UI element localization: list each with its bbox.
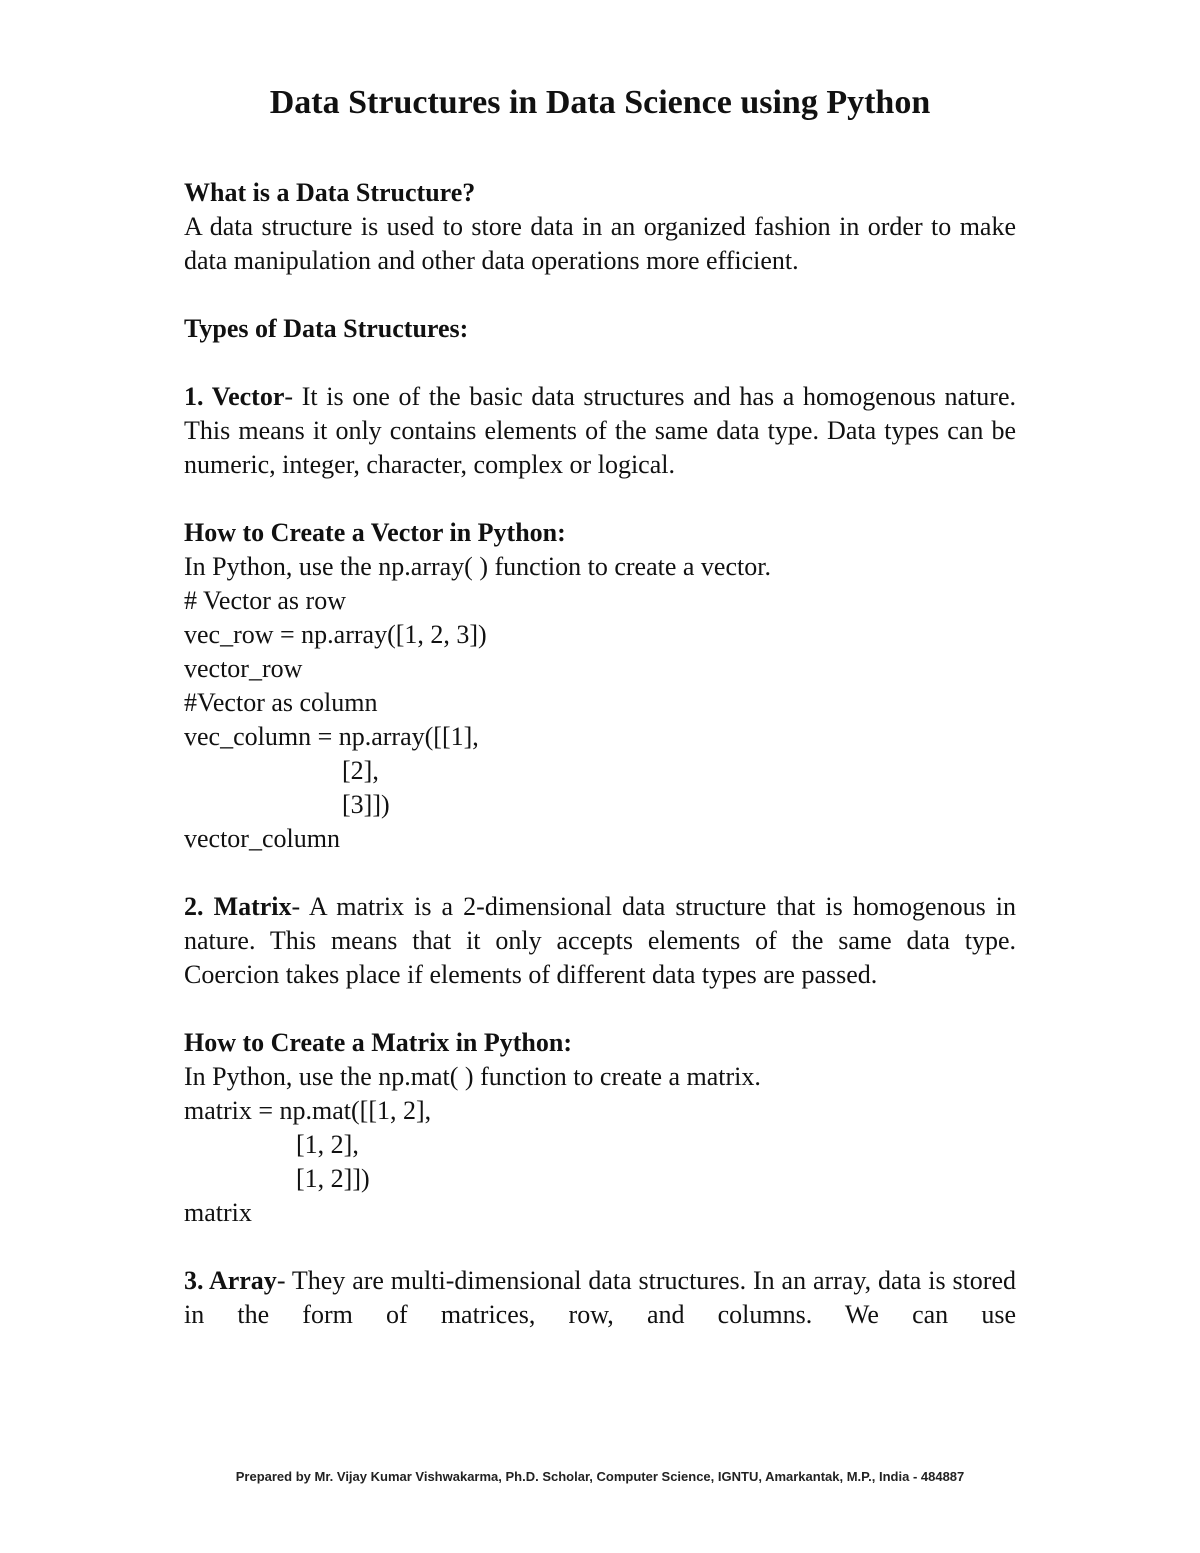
matrix-label: 2. Matrix <box>184 892 292 921</box>
code-line: [1, 2]]) <box>296 1164 370 1193</box>
code-line: vector_row <box>184 654 303 683</box>
spacer <box>184 1230 1016 1264</box>
intro-paragraph: A data structure is used to store data in an organized fashion in order to make data manipulation and other data operations more efficient. <box>184 212 1016 275</box>
spacer <box>184 992 1016 1026</box>
code-line: #Vector as column <box>184 688 378 717</box>
matrix-howto-line: In Python, use the np.mat( ) function to create a matrix. <box>184 1062 761 1091</box>
vector-howto-line: In Python, use the np.array( ) function to create a vector. <box>184 552 771 581</box>
code-line: vec_column = np.array([[1], <box>184 722 479 751</box>
code-line: matrix <box>184 1198 252 1227</box>
code-line: [3]]) <box>342 790 390 819</box>
matrix-text: - A matrix is a 2-dimensional data structure that is homogenous in nature. This means that it only accepts elements of the same data type. Coercion takes place if elements of different data types are passed. <box>184 892 1016 989</box>
spacer <box>184 856 1016 890</box>
code-line: matrix = np.mat([[1, 2], <box>184 1096 432 1125</box>
section-heading-types: Types of Data Structures: <box>184 314 469 343</box>
vector-paragraph <box>184 380 1016 482</box>
code-line: vector_column <box>184 824 340 853</box>
code-line: # Vector as row <box>184 586 346 615</box>
matrix-paragraph <box>184 890 1016 992</box>
vector-label: 1. Vector <box>184 382 285 411</box>
array-text: - They are multi-dimensional data structures. In an array, data is stored in the form of matrices, row, and columns. We can use <box>184 1266 1016 1329</box>
section-heading-matrix-howto: How to Create a Matrix in Python: <box>184 1028 573 1057</box>
vector-text: - It is one of the basic data structures and has a homogenous nature. This means it only contains elements of the same data type. Data types can be numeric, integer, character, complex or logical. <box>184 382 1017 479</box>
spacer <box>184 482 1016 516</box>
code-line: [2], <box>342 756 379 785</box>
section-heading-what-is: What is a Data Structure? <box>184 178 476 207</box>
spacer <box>184 278 1016 312</box>
spacer <box>184 346 1016 380</box>
array-label: 3. Array <box>184 1266 277 1295</box>
array-paragraph <box>184 1264 1016 1332</box>
section-heading-vector-howto: How to Create a Vector in Python: <box>184 518 566 547</box>
document-body <box>184 176 1016 1332</box>
page-footer: Prepared by Mr. Vijay Kumar Vishwakarma, Ph.D. Scholar, Computer Science, IGNTU, Amarkantak, M.P., India - 484887 <box>235 1469 965 1484</box>
code-line: [1, 2], <box>296 1130 359 1159</box>
code-line: vec_row = np.array([1, 2, 3]) <box>184 620 487 649</box>
page-title: Data Structures in Data Science using Python <box>269 84 931 121</box>
